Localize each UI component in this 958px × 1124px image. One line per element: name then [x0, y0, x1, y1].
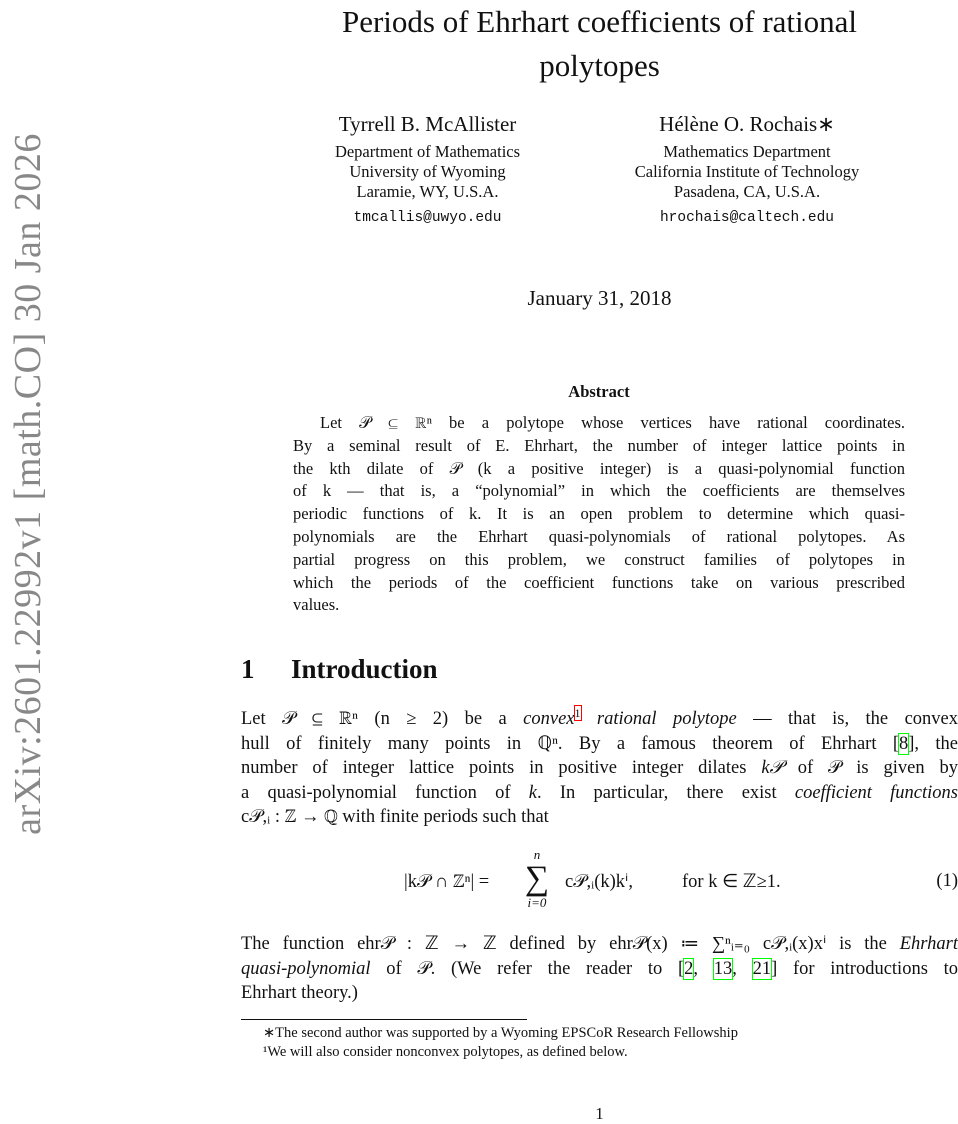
- abstract-line: polynomials are the Ehrhart quasi-polynomials of rational polytopes. As: [293, 526, 905, 546]
- abstract-line: By a seminal result of E. Ehrhart, the number of integer lattice points in: [293, 435, 905, 455]
- text: a quasi-polynomial function of: [241, 782, 529, 803]
- text-line: [241, 932, 958, 957]
- equation-condition: for k ∈ ℤ≥1.: [682, 872, 781, 892]
- equation-rhs: c𝒫,ᵢ(k)kⁱ,: [565, 872, 633, 892]
- author-email[interactable]: tmcallis@uwyo.edu: [353, 210, 502, 226]
- emphasis-text: k𝒫: [761, 758, 783, 779]
- footnote-link[interactable]: 1: [574, 705, 581, 720]
- text: c𝒫,ᵢ : ℤ → ℚ with finite periods such that: [241, 807, 549, 828]
- arxiv-stamp: arXiv:2601.22992v1 [math.CO] 30 Jan 2026: [7, 133, 49, 835]
- footnote-rule: [241, 1019, 527, 1020]
- intro-paragraph-1: [241, 707, 958, 830]
- abstract-line: Let 𝒫 ⊆ ℝⁿ be a polytope whose vertices have rational coordinates.: [320, 413, 905, 432]
- emphasis-text: quasi-polynomial: [241, 958, 371, 979]
- emphasis-text: rational polytope: [580, 709, 737, 729]
- text: ], the: [908, 733, 958, 754]
- text: ,: [693, 958, 714, 979]
- text: of 𝒫. (We refer the reader to [: [370, 958, 685, 979]
- text: Let 𝒫 ⊆ ℝⁿ (n ≥ 2) be a: [241, 709, 524, 729]
- page-number: 1: [595, 1104, 604, 1123]
- emphasis-text: k: [528, 782, 537, 803]
- sum-upper-limit: n: [533, 847, 541, 862]
- equation-number: (1): [936, 871, 958, 891]
- citation-link[interactable]: 13: [713, 958, 733, 979]
- title-line: polytopes: [539, 48, 660, 83]
- text-line: [241, 981, 958, 1006]
- author-affiliation: Department of Mathematics: [334, 142, 521, 161]
- abstract-line: values.: [293, 595, 340, 615]
- abstract-line: the kth dilate of 𝒫 (k a positive integer) is a quasi-polynomial function: [293, 458, 905, 478]
- abstract-line: periodic functions of k. It is an open problem to determine which quasi-: [293, 504, 905, 524]
- abstract-line: of k — that is, a “polynomial” in which the coefficients are themselves: [293, 481, 905, 501]
- emphasis-text: convex: [523, 709, 575, 729]
- citation-link[interactable]: 2: [684, 958, 694, 979]
- author-affiliation: Mathematics Department: [663, 142, 831, 161]
- text: hull of finitely many points in ℚⁿ. By a famous theorem of Ehrhart [: [241, 733, 899, 754]
- citation-link[interactable]: 21: [752, 958, 772, 979]
- footnote: ¹We will also consider nonconvex polytopes, as defined below.: [263, 1044, 628, 1060]
- abstract-body: [293, 412, 905, 617]
- abstract-heading: Abstract: [568, 382, 630, 401]
- sum-lower-limit: i=0: [527, 895, 547, 910]
- emphasis-text: Ehrhart: [899, 934, 958, 954]
- paper-title: [241, 0, 958, 88]
- text: ,: [732, 958, 753, 979]
- text-line: [241, 805, 958, 830]
- text-line: [241, 707, 958, 732]
- author-affiliation: California Institute of Technology: [634, 162, 860, 181]
- author-affiliation: University of Wyoming: [349, 162, 506, 181]
- text-line: [241, 781, 958, 806]
- text-line: [241, 732, 958, 757]
- text-line: [241, 957, 958, 982]
- text: . In particular, there exist: [536, 782, 795, 803]
- text: Ehrhart theory.): [241, 983, 358, 1004]
- author-name: Tyrrell B. McAllister: [338, 112, 517, 136]
- text: — that is, the convex: [736, 709, 958, 729]
- author-block: [300, 110, 555, 226]
- title-line: Periods of Ehrhart coefficients of rational: [341, 4, 858, 39]
- equation-1: [241, 848, 958, 918]
- author-name: Hélène O. Rochais∗: [659, 112, 835, 136]
- paper-date: January 31, 2018: [527, 286, 672, 310]
- text: The function ehr𝒫 : ℤ → ℤ defined by ehr𝒫(x) ≔ ∑ⁿᵢ₌₀ c𝒫,ᵢ(x)xⁱ is the: [241, 934, 900, 954]
- author-affiliation: Pasadena, CA, U.S.A.: [673, 182, 821, 201]
- footnotes: [263, 1024, 738, 1062]
- sum-symbol: ∑: [524, 860, 550, 897]
- text: of 𝒫 is given by: [782, 758, 958, 779]
- abstract-line: partial progress on this problem, we construct families of polytopes in: [293, 549, 905, 569]
- text: ] for introductions to: [771, 958, 958, 979]
- emphasis-text: coefficient functions: [794, 782, 958, 803]
- section-heading: [241, 654, 438, 685]
- abstract-line: which the periods of the coefficient functions take on various prescribed: [293, 572, 905, 592]
- equation-lhs: |k𝒫 ∩ ℤⁿ| =: [404, 872, 490, 892]
- text: number of integer lattice points in positive integer dilates: [241, 758, 762, 779]
- author-block: [600, 110, 894, 226]
- text-line: [241, 756, 958, 781]
- intro-paragraph-2: [241, 932, 958, 1006]
- citation-link[interactable]: 8: [899, 733, 909, 754]
- author-email[interactable]: hrochais@caltech.edu: [659, 210, 835, 226]
- section-number: 1: [241, 654, 255, 684]
- section-title: Introduction: [291, 654, 438, 684]
- summation: [518, 848, 556, 910]
- author-affiliation: Laramie, WY, U.S.A.: [356, 182, 499, 201]
- footnote: ∗The second author was supported by a Wyoming EPSCoR Research Fellowship: [263, 1025, 738, 1041]
